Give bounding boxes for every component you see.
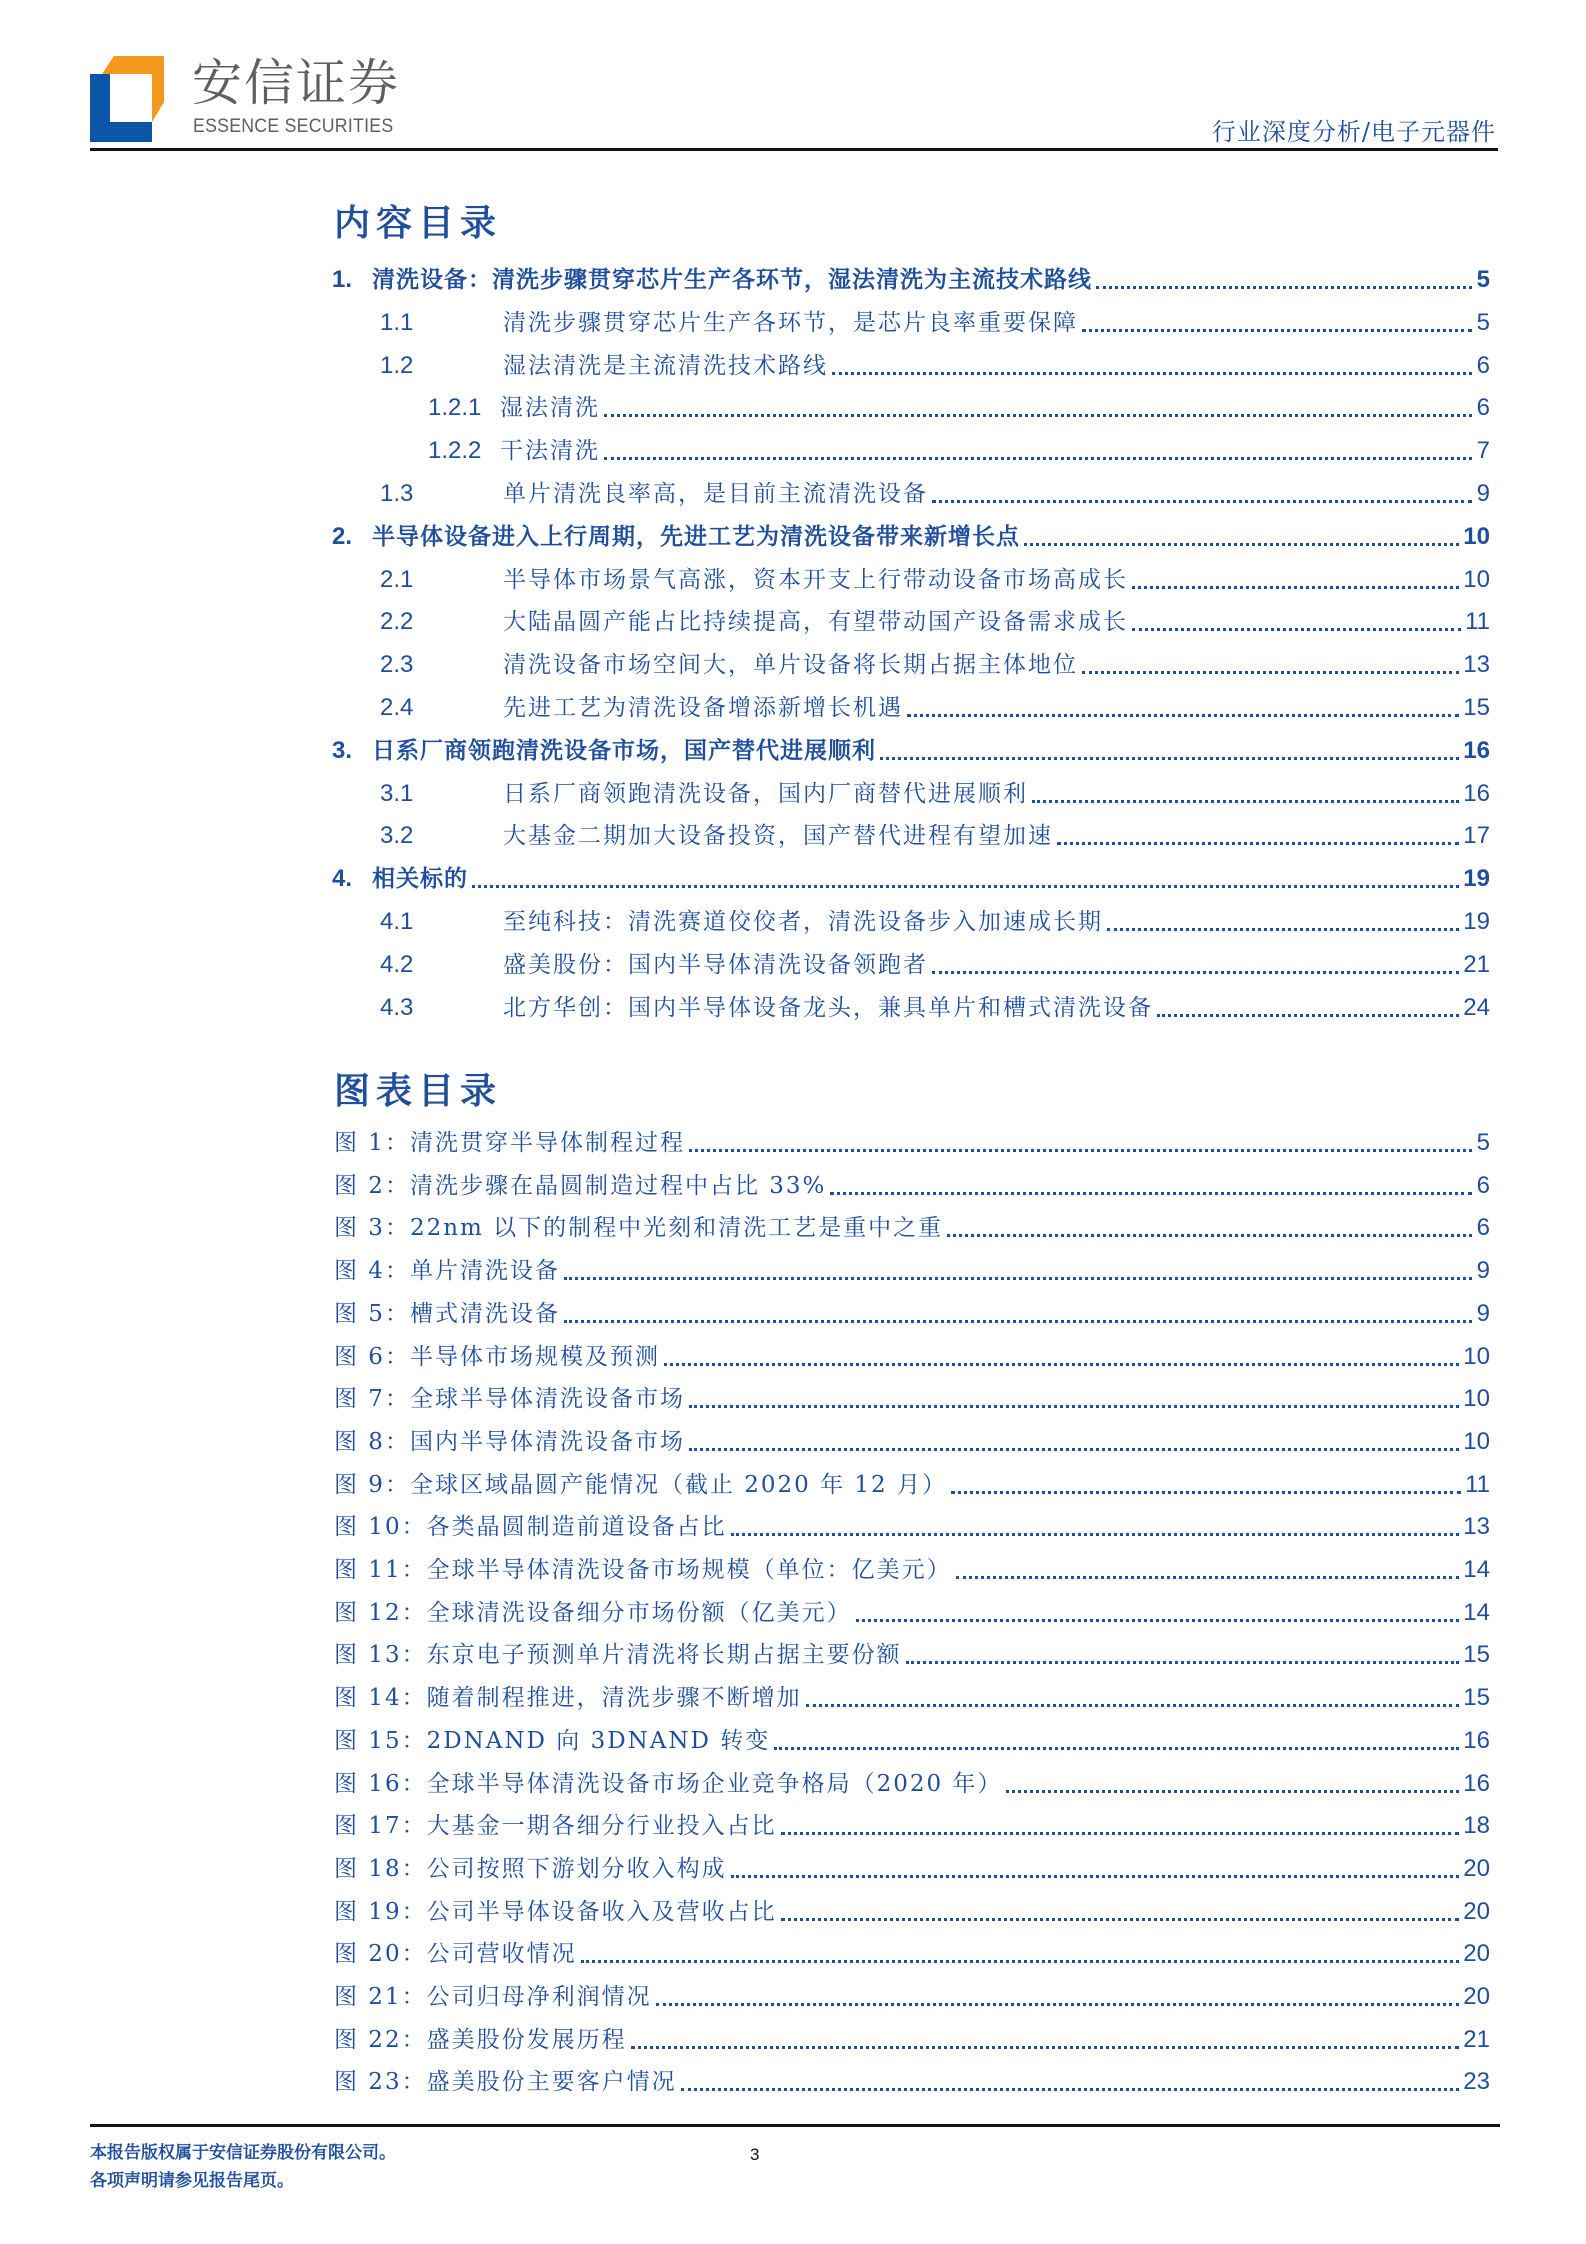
dot-leader	[564, 1296, 1472, 1332]
toc-entry-page: 24	[1463, 993, 1490, 1021]
toc-entry[interactable]	[0, 562, 1586, 598]
figure-entry-title: 公司按照下游划分收入构成	[426, 1855, 727, 1882]
figure-entry[interactable]	[0, 1808, 1586, 1844]
toc-entry-number: 1.2.1	[428, 394, 482, 422]
toc-entry-number: 2.3	[380, 651, 414, 679]
figure-entry-label: 图 17：	[334, 1813, 427, 1840]
toc-entry-number: 2.	[332, 522, 353, 550]
toc-entry-number: 3.	[332, 736, 353, 764]
figures-title: 图表目录	[334, 1070, 503, 1112]
figure-entry-page: 15	[1463, 1641, 1490, 1669]
figure-entry-page: 23	[1463, 2068, 1490, 2096]
footer-copyright: 本报告版权属于安信证券股份有限公司。	[90, 2143, 396, 2163]
figure-entry-page: 13	[1463, 1513, 1490, 1541]
dot-leader	[1132, 604, 1461, 640]
toc-entry-title: 单片清洗良率高，是目前主流清洗设备	[503, 481, 928, 507]
figure-entry-label: 图 22：	[334, 2026, 427, 2053]
figure-entry-label: 图 23：	[334, 2069, 427, 2096]
toc-entry[interactable]	[0, 990, 1586, 1026]
toc-entry-number: 2.2	[380, 608, 414, 636]
figure-entry-label: 图 6：	[334, 1343, 410, 1370]
figure-entry-title: 清洗贯穿半导体制程过程	[409, 1130, 685, 1156]
essence-logo-icon	[90, 56, 164, 142]
figure-entry-title: 全球半导体清洗设备市场	[409, 1386, 685, 1413]
toc-entry-title: 北方华创：国内半导体设备龙头，兼具单片和槽式清洗设备	[503, 994, 1153, 1021]
figure-entry[interactable]	[0, 1296, 1586, 1332]
dot-leader	[1082, 647, 1459, 683]
toc-entry-title: 相关标的	[372, 865, 468, 893]
figure-entry-label: 图 9：	[334, 1471, 410, 1498]
toc-entry[interactable]	[0, 733, 1586, 769]
figure-entry-title: 盛美股份主要客户情况	[426, 2069, 677, 2096]
toc-entry-title: 日系厂商领跑清洗设备市场，国产替代进展顺利	[372, 736, 876, 764]
figure-entry-page: 10	[1463, 1427, 1490, 1455]
figure-entry-page: 6	[1476, 1171, 1490, 1199]
figure-entry-title: 东京电子预测单片清洗将长期占据主要份额	[426, 1642, 902, 1669]
toc-entry[interactable]	[0, 947, 1586, 983]
dot-leader	[604, 433, 1472, 469]
figure-entry[interactable]	[0, 2022, 1586, 2058]
figure-entry-title: 各类晶圆制造前道设备占比	[426, 1514, 727, 1541]
figure-entry-title: 盛美股份发展历程	[426, 2026, 627, 2053]
toc-entry-page: 16	[1463, 736, 1490, 764]
figure-entry[interactable]	[0, 1637, 1586, 1673]
figure-entry[interactable]	[0, 1467, 1586, 1503]
toc-entry-title: 清洗设备：清洗步骤贯穿芯片生产各环节，湿法清洗为主流技术路线	[372, 266, 1092, 293]
figure-entry-title: 全球清洗设备细分市场份额（亿美元）	[426, 1599, 852, 1626]
dot-leader	[664, 1339, 1459, 1375]
report-category: 行业深度分析/电子元器件	[1211, 118, 1496, 146]
toc-entry-page: 16	[1463, 779, 1490, 807]
dot-leader	[604, 390, 1472, 426]
toc-entry[interactable]	[0, 390, 1586, 426]
figure-entry[interactable]	[0, 1381, 1586, 1417]
toc-entry-page: 10	[1463, 522, 1490, 550]
toc-entry-number: 1.2.2	[428, 437, 482, 465]
toc-entry-title: 清洗设备市场空间大，单片设备将长期占据主体地位	[503, 652, 1078, 679]
figure-entry-title: 半导体市场规模及预测	[409, 1343, 660, 1370]
toc-entry-page: 6	[1476, 394, 1490, 422]
figure-entry[interactable]	[0, 1766, 1586, 1802]
figure-entry-label: 图 20：	[334, 1941, 427, 1968]
figure-entry[interactable]	[0, 2064, 1586, 2100]
figure-entry-page: 20	[1463, 1940, 1490, 1968]
dot-leader	[907, 690, 1459, 726]
dot-leader	[564, 1253, 1472, 1289]
toc-entry-title: 大基金二期加大设备投资，国产替代进程有望加速	[503, 823, 1053, 850]
figure-entry[interactable]	[0, 1253, 1586, 1289]
toc-entry-page: 7	[1476, 437, 1490, 465]
toc-entry-page: 10	[1463, 565, 1490, 593]
toc-entry[interactable]	[0, 305, 1586, 341]
figure-entry-label: 图 7：	[334, 1386, 410, 1413]
dot-leader	[806, 1680, 1460, 1716]
figure-entry-label: 图 4：	[334, 1258, 410, 1285]
figure-entry-label: 图 2：	[334, 1172, 410, 1199]
toc-entry-page: 13	[1463, 651, 1490, 679]
figure-entry-label: 图 12：	[334, 1599, 427, 1626]
figure-entry-label: 图 5：	[334, 1300, 410, 1327]
dot-leader	[581, 1936, 1460, 1972]
toc-entry[interactable]	[0, 690, 1586, 726]
figure-entry-page: 15	[1463, 1684, 1490, 1712]
toc-entry[interactable]	[0, 861, 1586, 897]
dot-leader	[951, 1467, 1461, 1503]
dot-leader	[856, 1595, 1460, 1631]
toc-entry-page: 17	[1463, 822, 1490, 850]
dot-leader	[731, 1851, 1460, 1887]
toc-entry-title: 湿法清洗是主流清洗技术路线	[503, 352, 828, 379]
toc-entry-number: 4.1	[380, 908, 414, 935]
figure-entry-label: 图 11：	[334, 1557, 427, 1583]
figure-entry[interactable]	[0, 1552, 1586, 1588]
figure-entry-page: 11	[1465, 1470, 1490, 1498]
figure-entry-page: 10	[1463, 1342, 1490, 1370]
figure-entry-label: 图 13：	[334, 1642, 427, 1669]
toc-entry-title: 至纯科技：清洗赛道佼佼者，清洗设备步入加速成长期	[503, 909, 1103, 935]
figure-entry-label: 图 15：	[334, 1727, 427, 1754]
dot-leader	[956, 1552, 1460, 1588]
figure-entry-title: 大基金一期各细分行业投入占比	[426, 1813, 777, 1840]
figure-entry[interactable]	[0, 1339, 1586, 1375]
figure-entry-page: 16	[1463, 1726, 1490, 1754]
toc-entry[interactable]	[0, 519, 1586, 555]
dot-leader	[781, 1894, 1460, 1930]
dot-leader	[830, 1168, 1472, 1204]
figure-entry-title: 全球半导体清洗设备市场企业竞争格局（2020 年）	[426, 1770, 1003, 1797]
figure-entry-page: 9	[1476, 1257, 1490, 1285]
contents-title: 内容目录	[334, 202, 503, 244]
figure-entry-title: 22nm 以下的制程中光刻和清洗工艺是重中之重	[409, 1215, 944, 1242]
figure-entry-page: 20	[1463, 1854, 1490, 1882]
dot-leader	[681, 2064, 1460, 2100]
figure-entry-label: 图 3：	[334, 1215, 410, 1242]
toc-entry[interactable]	[0, 904, 1586, 940]
dot-leader	[932, 476, 1472, 512]
figure-entry-title: 清洗步骤在晶圆制造过程中占比 33%	[409, 1172, 827, 1199]
figure-entry-title: 单片清洗设备	[409, 1258, 560, 1285]
figure-entry-title: 2DNAND 向 3DNAND 转变	[426, 1727, 771, 1754]
figure-entry-title: 随着制程推进，清洗步骤不断增加	[426, 1685, 802, 1712]
toc-entry-number: 1.1	[380, 308, 414, 336]
toc-entry-page: 19	[1463, 865, 1490, 893]
figure-entry-page: 18	[1463, 1812, 1490, 1840]
figure-entry-page: 9	[1476, 1299, 1490, 1327]
toc-entry[interactable]	[0, 476, 1586, 512]
dot-leader	[947, 1210, 1472, 1246]
dot-leader	[731, 1509, 1460, 1545]
dot-leader	[832, 348, 1472, 384]
header-divider	[90, 148, 1498, 151]
figure-entry-page: 20	[1463, 1983, 1490, 2010]
figure-entry[interactable]	[0, 1851, 1586, 1887]
dot-leader	[1032, 776, 1459, 812]
footer-disclaimer: 各项声明请参见报告尾页。	[90, 2171, 294, 2191]
toc-entry-number: 3.2	[380, 822, 414, 850]
toc-entry-number: 4.2	[380, 950, 414, 978]
toc-entry-title: 半导体市场景气高涨，资本开支上行带动设备市场高成长	[503, 566, 1128, 593]
figure-entry-page: 16	[1463, 1769, 1490, 1797]
figure-entry-title: 全球半导体清洗设备市场规模（单位：亿美元）	[426, 1557, 952, 1583]
footer-divider	[90, 2124, 1500, 2127]
toc-entry-number: 2.1	[380, 565, 414, 593]
figure-entry-label: 图 8：	[334, 1428, 410, 1455]
dot-leader	[689, 1424, 1459, 1460]
figure-entry-page: 5	[1476, 1129, 1490, 1156]
toc-entry-title: 大陆晶圆产能占比持续提高，有望带动国产设备需求成长	[503, 609, 1128, 636]
figure-entry-title: 公司半导体设备收入及营收占比	[426, 1898, 777, 1925]
dot-leader	[880, 733, 1459, 769]
dot-leader	[689, 1125, 1472, 1161]
toc-entry-page: 5	[1476, 308, 1490, 336]
dot-leader	[1157, 990, 1459, 1026]
toc-entry[interactable]	[0, 604, 1586, 640]
figure-entry[interactable]	[0, 1595, 1586, 1631]
toc-entry-number: 2.4	[380, 694, 414, 721]
dot-leader	[774, 1723, 1459, 1759]
toc-entry[interactable]	[0, 818, 1586, 854]
dot-leader	[1082, 305, 1472, 341]
figure-entry[interactable]	[0, 1936, 1586, 1972]
figure-entry-page: 6	[1476, 1214, 1490, 1242]
figure-entry-label: 图 1：	[334, 1130, 410, 1156]
dot-leader	[631, 2022, 1460, 2058]
dot-leader	[1024, 519, 1459, 555]
toc-entry-number: 4.	[332, 865, 353, 893]
figure-entry-title: 全球区域晶圆产能情况（截止 2020 年 12 月）	[409, 1471, 947, 1498]
toc-entry-title: 清洗步骤贯穿芯片生产各环节，是芯片良率重要保障	[503, 309, 1078, 336]
dot-leader	[656, 1979, 1460, 2015]
toc-entry[interactable]	[0, 348, 1586, 384]
toc-entry-number: 1.	[332, 266, 353, 293]
figure-entry[interactable]	[0, 1894, 1586, 1930]
figure-entry-label: 图 10：	[334, 1514, 427, 1541]
toc-entry-page: 5	[1476, 266, 1490, 293]
figure-entry[interactable]	[0, 1125, 1586, 1161]
toc-entry[interactable]	[0, 433, 1586, 469]
dot-leader	[906, 1637, 1460, 1673]
figure-entry[interactable]	[0, 1168, 1586, 1204]
toc-entry-title: 先进工艺为清洗设备增添新增长机遇	[503, 695, 903, 721]
dot-leader	[472, 861, 1459, 897]
toc-entry-title: 半导体设备进入上行周期，先进工艺为清洗设备带来新增长点	[372, 522, 1020, 550]
logo-english-name: ESSENCE SECURITIES	[193, 116, 394, 137]
toc-entry[interactable]	[0, 262, 1586, 298]
toc-entry-page: 11	[1465, 608, 1490, 636]
dot-leader	[1096, 262, 1472, 298]
toc-entry[interactable]	[0, 776, 1586, 812]
figure-entry[interactable]	[0, 1979, 1586, 2015]
figure-entry-label: 图 14：	[334, 1685, 427, 1712]
dot-leader	[689, 1381, 1459, 1417]
figure-entry[interactable]	[0, 1210, 1586, 1246]
dot-leader	[1057, 818, 1459, 854]
figure-entry-title: 槽式清洗设备	[409, 1300, 560, 1327]
figure-entry-label: 图 16：	[334, 1770, 427, 1797]
toc-entry-page: 15	[1463, 694, 1490, 721]
dot-leader	[1006, 1766, 1459, 1802]
toc-entry-title: 干法清洗	[500, 438, 600, 465]
toc-entry-number: 1.3	[380, 480, 414, 507]
toc-entry-page: 6	[1476, 351, 1490, 379]
toc-entry-page: 9	[1476, 480, 1490, 507]
figure-entry-title: 公司营收情况	[426, 1941, 577, 1968]
toc-entry-page: 19	[1463, 908, 1490, 935]
figure-entry-page: 14	[1463, 1556, 1490, 1583]
toc-entry-title: 日系厂商领跑清洗设备，国内厂商替代进展顺利	[503, 780, 1028, 807]
figure-entry[interactable]	[0, 1509, 1586, 1545]
dot-leader	[1107, 904, 1459, 940]
toc-entry[interactable]	[0, 647, 1586, 683]
figure-entry[interactable]	[0, 1680, 1586, 1716]
toc-entry-page: 21	[1463, 950, 1490, 978]
figure-entry-page: 10	[1463, 1385, 1490, 1413]
figure-entry-label: 图 18：	[334, 1855, 427, 1882]
figure-entry-page: 14	[1463, 1598, 1490, 1626]
dot-leader	[1132, 562, 1459, 598]
figure-entry-page: 21	[1463, 2025, 1490, 2053]
figure-entry[interactable]	[0, 1424, 1586, 1460]
toc-entry-number: 4.3	[380, 993, 414, 1021]
figure-entry-label: 图 19：	[334, 1898, 427, 1925]
figure-entry-title: 公司归母净利润情况	[426, 1984, 652, 2010]
figure-entry[interactable]	[0, 1723, 1586, 1759]
figure-entry-title: 国内半导体清洗设备市场	[409, 1428, 685, 1455]
figure-entry-page: 20	[1463, 1897, 1490, 1925]
dot-leader	[781, 1808, 1460, 1844]
toc-entry-title: 湿法清洗	[500, 395, 600, 422]
dot-leader	[932, 947, 1459, 983]
figure-entry-label: 图 21：	[334, 1984, 427, 2010]
toc-entry-number: 1.2	[380, 351, 414, 379]
toc-entry-title: 盛美股份：国内半导体清洗设备领跑者	[503, 951, 928, 978]
page-number: 3	[750, 2145, 760, 2164]
logo-chinese-name: 安信证券	[192, 54, 400, 112]
toc-entry-number: 3.1	[380, 779, 414, 807]
